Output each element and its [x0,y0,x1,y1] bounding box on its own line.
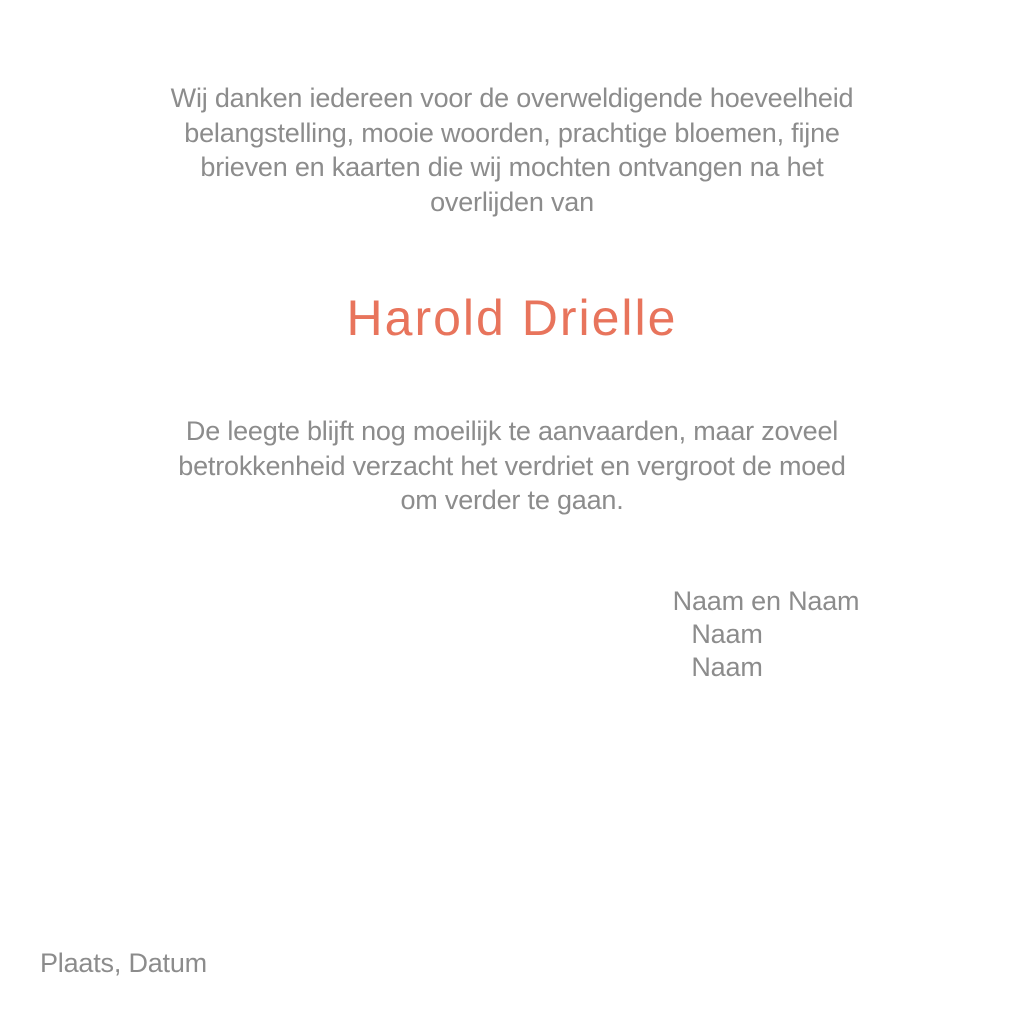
closing-paragraph-line-1: De leegte blijft nog moeilijk te aanvaarden, maar zoveel [185,416,839,446]
closing-paragraph-line-2: betrokkenheid verzacht het verdriet en vergroot de moed [178,450,846,481]
closing-paragraph [0,414,1024,518]
place-date: Plaats, Datum [40,948,207,978]
thanks-paragraph-line-3: brieven en kaarten die wij mochten ontvangen na het [200,152,824,182]
thanks-paragraph-line-2: belangstelling, mooie woorden, prachtige bloemen, fijne [184,117,840,148]
signature-line-3: Naam [691,652,763,682]
signature-line-1: Naam en Naam [672,586,860,616]
thanks-paragraph-line-1: Wij danken iedereen voor de overweldigende hoeveelheid [170,83,854,113]
deceased-name: Harold Drielle [346,290,678,346]
thanks-paragraph-line-4: overlijden van [430,186,594,217]
closing-paragraph-line-3: om verder te gaan. [400,485,624,515]
signature-line-2: Naam [691,619,763,649]
thanks-paragraph [0,81,1024,219]
